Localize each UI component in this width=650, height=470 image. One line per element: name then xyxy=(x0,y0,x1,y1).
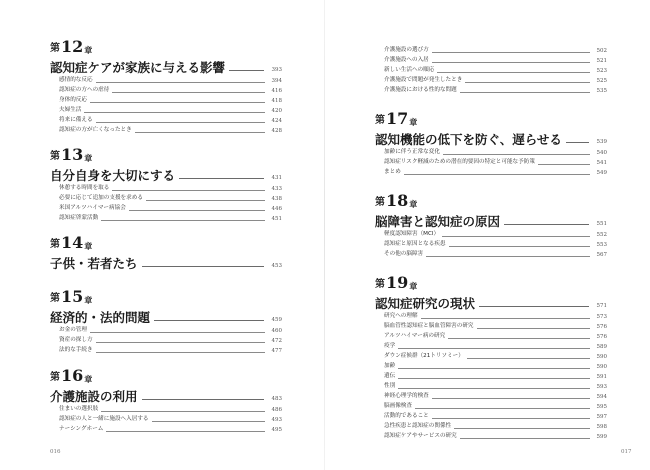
section-title: 米国アルツハイマー病協会 xyxy=(59,205,126,212)
leader-line xyxy=(566,142,589,143)
chapter-title: 経済的・法的問題 xyxy=(50,309,151,325)
chapter-suffix: 章 xyxy=(84,295,93,305)
section-title: 活動的であること xyxy=(384,413,429,420)
leader-line xyxy=(538,164,590,165)
toc-section-row[interactable] xyxy=(50,344,282,354)
section-title: 介護施設における性的な問題 xyxy=(384,87,457,94)
leader-line xyxy=(112,92,265,93)
section-title: その他の脳障害 xyxy=(384,251,424,258)
leader-line xyxy=(96,352,265,353)
chapter-title: 脳障害と認知症の原因 xyxy=(375,213,501,229)
section-title: 感情的な反応 xyxy=(59,77,93,84)
leader-line xyxy=(449,246,590,247)
leader-line xyxy=(465,82,590,83)
chapter-label xyxy=(50,37,282,56)
chapter-suffix: 章 xyxy=(409,117,418,127)
section-page-number: 523 xyxy=(596,67,607,74)
chapter-17 xyxy=(375,109,607,176)
chapter-label xyxy=(50,233,282,252)
chapter-title: 認知症研究の現状 xyxy=(375,295,476,311)
section-page-number: 477 xyxy=(271,347,282,354)
toc-section-row[interactable] xyxy=(375,228,607,238)
leader-line xyxy=(154,320,264,321)
section-title: 法的な手続き xyxy=(59,347,93,354)
toc-section-row[interactable] xyxy=(50,334,282,344)
chapter-number: 16 xyxy=(61,366,84,385)
leader-line xyxy=(152,421,265,422)
section-page-number: 486 xyxy=(271,406,282,413)
chapter-label xyxy=(50,287,282,306)
leader-line xyxy=(467,358,590,359)
section-title: 必要に応じて追加の支援を求める xyxy=(59,195,143,202)
section-page-number: 599 xyxy=(596,433,607,440)
leader-line xyxy=(135,132,265,133)
section-title: まとめ xyxy=(384,169,401,176)
chapter-page-number: 551 xyxy=(596,220,607,227)
toc-section-row[interactable] xyxy=(375,44,607,54)
toc-section-row[interactable] xyxy=(50,114,282,124)
chapter-12 xyxy=(50,37,282,134)
leader-line xyxy=(432,62,590,63)
section-page-number: 567 xyxy=(596,251,607,258)
section-title: 休憩する時間を取る xyxy=(59,185,110,192)
section-title: 身体的反応 xyxy=(59,97,87,104)
toc-section-row[interactable] xyxy=(50,212,282,222)
leader-line xyxy=(454,428,590,429)
section-title: ダウン症候群（21トリソミー） xyxy=(384,353,464,360)
leader-line xyxy=(504,224,589,225)
section-title: 疫学 xyxy=(384,343,396,350)
toc-section-row[interactable] xyxy=(375,146,607,156)
toc-section-row[interactable] xyxy=(50,104,282,114)
toc-section-row[interactable] xyxy=(50,202,282,212)
leader-line xyxy=(460,92,590,93)
chapter-page-number: 571 xyxy=(596,302,607,309)
chapter-page-number: 483 xyxy=(271,395,282,402)
chapter-prefix: 第 xyxy=(50,372,60,383)
toc-section-row[interactable] xyxy=(375,340,607,350)
section-page-number: 394 xyxy=(271,77,282,84)
chapter-number: 12 xyxy=(61,37,84,56)
section-page-number: 446 xyxy=(271,205,282,212)
toc-section-row[interactable] xyxy=(50,124,282,134)
leader-line xyxy=(398,368,590,369)
leader-line xyxy=(90,332,265,333)
toc-section-row[interactable] xyxy=(375,54,607,64)
section-page-number: 502 xyxy=(596,47,607,54)
section-title: 住まいの選択肢 xyxy=(59,406,99,413)
leader-line xyxy=(112,190,265,191)
toc-section-row[interactable] xyxy=(375,400,607,410)
chapter-number: 18 xyxy=(386,191,409,210)
leader-line xyxy=(90,102,265,103)
leader-line xyxy=(442,236,590,237)
leader-line xyxy=(460,438,590,439)
chapter-prefix: 第 xyxy=(375,115,385,126)
section-title: お金の管理 xyxy=(59,327,87,334)
section-page-number: 591 xyxy=(596,373,607,380)
chapter-title-row[interactable] xyxy=(375,211,607,228)
section-title: 脳血管性認知症と脳血管障害の研究 xyxy=(384,323,474,330)
section-page-number: 416 xyxy=(271,87,282,94)
page-folio: 017 xyxy=(621,449,632,455)
section-title: 加齢 xyxy=(384,363,396,370)
toc-section-row[interactable] xyxy=(50,403,282,413)
section-page-number: 594 xyxy=(596,393,607,400)
chapter-page-number: 431 xyxy=(271,174,282,181)
toc-section-row[interactable] xyxy=(375,166,607,176)
section-title: 神経心理学的検査 xyxy=(384,393,429,400)
section-page-number: 438 xyxy=(271,195,282,202)
section-title: 認知症ケアやサービスの研究 xyxy=(384,433,457,440)
chapter-title-row[interactable] xyxy=(50,386,282,403)
section-page-number: 472 xyxy=(271,337,282,344)
leader-line xyxy=(432,398,590,399)
section-title: 新しい生活への順応 xyxy=(384,67,435,74)
chapter-number: 13 xyxy=(61,145,84,164)
chapter-prefix: 第 xyxy=(50,239,60,250)
leader-line xyxy=(84,112,265,113)
chapter-prefix: 第 xyxy=(50,293,60,304)
toc-section-row[interactable] xyxy=(375,310,607,320)
toc-section-row[interactable] xyxy=(375,84,607,94)
chapter-15 xyxy=(50,287,282,354)
toc-section-row[interactable] xyxy=(375,380,607,390)
chapter-16-continued xyxy=(375,44,607,94)
chapter-suffix: 章 xyxy=(84,45,93,55)
chapter-page-number: 393 xyxy=(271,66,282,73)
section-title: 遺伝 xyxy=(384,373,396,380)
chapter-suffix: 章 xyxy=(409,199,418,209)
leader-line xyxy=(96,342,265,343)
toc-section-row[interactable] xyxy=(50,84,282,94)
section-page-number: 589 xyxy=(596,343,607,350)
chapter-prefix: 第 xyxy=(50,151,60,162)
section-title: 介護施設で問題が発生したとき xyxy=(384,77,463,84)
section-page-number: 521 xyxy=(596,57,607,64)
toc-section-row[interactable] xyxy=(375,238,607,248)
leader-line xyxy=(179,178,264,179)
toc-section-row[interactable] xyxy=(50,94,282,104)
right-page xyxy=(325,0,650,470)
chapter-title: 介護施設の利用 xyxy=(50,388,138,404)
leader-line xyxy=(146,200,265,201)
section-page-number: 573 xyxy=(596,313,607,320)
chapter-prefix: 第 xyxy=(50,43,60,54)
chapter-page-number: 539 xyxy=(596,138,607,145)
leader-line xyxy=(426,256,590,257)
chapter-title: 認知症ケアが家族に与える影響 xyxy=(50,59,226,75)
section-page-number: 593 xyxy=(596,383,607,390)
leader-line xyxy=(142,266,264,267)
chapter-title: 認知機能の低下を防ぐ、遅らせる xyxy=(375,131,562,147)
toc-section-row[interactable] xyxy=(375,74,607,84)
section-title: 介護施設の選び方 xyxy=(384,47,429,54)
chapter-title-row[interactable] xyxy=(50,165,282,182)
chapter-title-row[interactable] xyxy=(375,293,607,310)
leader-line xyxy=(101,411,265,412)
chapter-suffix: 章 xyxy=(84,241,93,251)
chapter-14 xyxy=(50,233,282,271)
section-page-number: 590 xyxy=(596,363,607,370)
toc-section-row[interactable] xyxy=(375,330,607,340)
chapter-label xyxy=(375,273,607,292)
chapter-suffix: 章 xyxy=(84,153,93,163)
section-page-number: 424 xyxy=(271,117,282,124)
section-page-number: 493 xyxy=(271,416,282,423)
leader-line xyxy=(432,418,590,419)
leader-line xyxy=(398,378,590,379)
leader-line xyxy=(421,318,590,319)
section-page-number: 460 xyxy=(271,327,282,334)
chapter-title-row[interactable] xyxy=(50,253,282,270)
leader-line xyxy=(101,220,265,221)
toc-section-row[interactable] xyxy=(50,413,282,423)
toc-section-row[interactable] xyxy=(375,350,607,360)
toc-section-row[interactable] xyxy=(50,192,282,202)
section-page-number: 553 xyxy=(596,241,607,248)
chapter-number: 15 xyxy=(61,287,84,306)
chapter-number: 19 xyxy=(386,273,409,292)
toc-section-row[interactable] xyxy=(375,370,607,380)
chapter-13 xyxy=(50,145,282,222)
chapter-19 xyxy=(375,273,607,440)
page-folio: 016 xyxy=(50,449,61,455)
section-title: 将来に備える xyxy=(59,117,93,124)
toc-section-row[interactable] xyxy=(50,74,282,84)
leader-line xyxy=(404,174,590,175)
section-page-number: 590 xyxy=(596,353,607,360)
leader-line xyxy=(415,408,590,409)
toc-section-row[interactable] xyxy=(375,248,607,258)
chapter-label xyxy=(50,366,282,385)
section-title: 性別 xyxy=(384,383,396,390)
leader-line xyxy=(398,348,590,349)
section-title: 認知症と原因となる疾患 xyxy=(384,241,446,248)
toc-section-row[interactable] xyxy=(375,320,607,330)
chapter-title-row[interactable] xyxy=(50,307,282,324)
leader-line xyxy=(477,328,590,329)
chapter-18 xyxy=(375,191,607,258)
toc-section-row[interactable] xyxy=(50,182,282,192)
section-title: 介護施設への入居 xyxy=(384,57,429,64)
leader-line xyxy=(229,70,264,71)
leader-line xyxy=(479,306,589,307)
section-page-number: 541 xyxy=(596,159,607,166)
section-title: 研究への理解 xyxy=(384,313,418,320)
section-title: 認知症リスク軽減のための潜在的要因の特定と可能な予防策 xyxy=(384,159,535,166)
section-title: 資産の探し方 xyxy=(59,337,93,344)
chapter-label xyxy=(375,191,607,210)
chapter-16 xyxy=(50,366,282,433)
section-page-number: 433 xyxy=(271,185,282,192)
section-title: 夫婦生活 xyxy=(59,107,82,114)
chapter-title-row[interactable] xyxy=(50,57,282,74)
section-title: 加齢に伴う正常な変化 xyxy=(384,149,440,156)
leader-line xyxy=(142,399,264,400)
chapter-title: 子供・若者たち xyxy=(50,255,138,271)
leader-line xyxy=(437,72,590,73)
section-page-number: 549 xyxy=(596,169,607,176)
chapter-prefix: 第 xyxy=(375,197,385,208)
leader-line xyxy=(443,154,590,155)
section-page-number: 595 xyxy=(596,403,607,410)
section-title: 認知症の方への虐待 xyxy=(59,87,110,94)
section-title: 脳画像検査 xyxy=(384,403,412,410)
toc-section-row[interactable] xyxy=(375,420,607,430)
section-page-number: 540 xyxy=(596,149,607,156)
section-title: 認知症の人と一緒に施設へ入居する xyxy=(59,416,149,423)
section-page-number: 576 xyxy=(596,323,607,330)
section-title: 認知症啓蒙活動 xyxy=(59,215,99,222)
section-page-number: 495 xyxy=(271,426,282,433)
chapter-number: 14 xyxy=(61,233,84,252)
section-page-number: 576 xyxy=(596,333,607,340)
chapter-number: 17 xyxy=(386,109,409,128)
section-page-number: 535 xyxy=(596,87,607,94)
section-page-number: 418 xyxy=(271,97,282,104)
section-title: ナーシングホーム xyxy=(59,426,104,433)
section-title: 軽度認知障害（MCI） xyxy=(384,231,440,238)
section-page-number: 451 xyxy=(271,215,282,222)
toc-section-row[interactable] xyxy=(375,156,607,166)
toc-section-row[interactable] xyxy=(375,390,607,400)
leader-line xyxy=(432,52,590,53)
toc-section-row[interactable] xyxy=(375,430,607,440)
toc-section-row[interactable] xyxy=(50,423,282,433)
toc-section-row[interactable] xyxy=(375,410,607,420)
chapter-title-row[interactable] xyxy=(375,129,607,146)
section-title: 急性疾患と認知症の関係性 xyxy=(384,423,452,430)
chapter-suffix: 章 xyxy=(409,281,418,291)
leader-line xyxy=(106,431,265,432)
leader-line xyxy=(96,122,265,123)
section-page-number: 552 xyxy=(596,231,607,238)
leader-line xyxy=(96,82,265,83)
chapter-suffix: 章 xyxy=(84,374,93,384)
leader-line xyxy=(448,338,590,339)
toc-section-row[interactable] xyxy=(50,324,282,334)
toc-section-row[interactable] xyxy=(375,360,607,370)
leader-line xyxy=(398,388,590,389)
chapter-page-number: 453 xyxy=(271,262,282,269)
chapter-prefix: 第 xyxy=(375,279,385,290)
chapter-label xyxy=(375,109,607,128)
section-page-number: 420 xyxy=(271,107,282,114)
chapter-title: 自分自身を大切にする xyxy=(50,167,176,183)
section-page-number: 597 xyxy=(596,413,607,420)
section-page-number: 525 xyxy=(596,77,607,84)
toc-section-row[interactable] xyxy=(375,64,607,74)
section-title: アルツハイマー病の研究 xyxy=(384,333,446,340)
section-title: 認知症の方が亡くなったとき xyxy=(59,127,132,134)
chapter-page-number: 459 xyxy=(271,316,282,323)
leader-line xyxy=(129,210,265,211)
section-page-number: 598 xyxy=(596,423,607,430)
section-page-number: 428 xyxy=(271,127,282,134)
chapter-label xyxy=(50,145,282,164)
